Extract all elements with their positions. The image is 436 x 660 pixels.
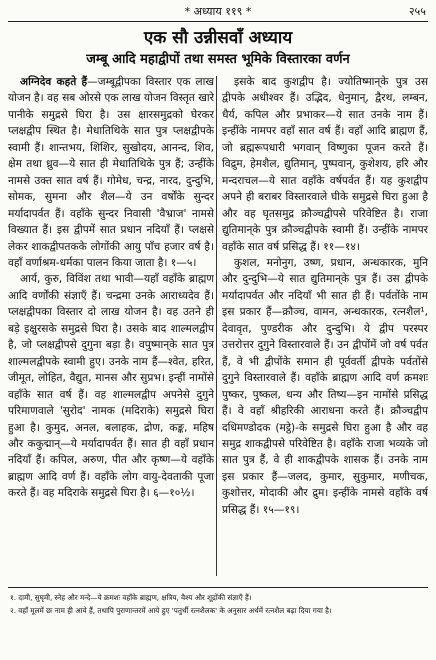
paragraph: इसके बाद कुशद्वीप है। ज्योतिष्मान्‌के पुत्र उस द्वीपके अधीश्वर हैं। उद्भिद, धेनुमान्, द्वैरथ, लम्बन, धैर्य, कपिल और प्रभाकर—ये सात उनके नाम हैं। इन्हींके नामपर वहाँ सात वर्ष हैं। वहाँ आदि ब्राह्मण हैं, जो ब्रह्मरूपधारी भगवान् विष्णुका पूजन करते हैं। विद्रुम, हेमशैल, द्युतिमान्, पुष्पवान्, कुशेशय, हरि और मन्दराचल—ये सात वहाँके वर्षपर्वत हैं। यह कुशद्वीप अपने ही बराबर विस्तारवाले घीके समुद्रसे घिरा हुआ है और वह घृतसमुद्र क्रौञ्चद्वीपसे परिवेष्टित है। राजा द्युतिमान्‌के पुत्र क्रौञ्चद्वीपके स्वामी हैं। उन्हींके नामपर वहाँके सात वर्ष प्रसिद्ध हैं। ११—१४। xyxy=(222,76,428,253)
paragraph xyxy=(8,74,214,271)
footnote: २. वहाँ मूलमें छः नाम ही आये हैं, तथापि पुराणान्तरमें आये हुए 'पतुर्थी रत्नशैलक' के अनुसार अर्थमें रत्नशैल बढ़ा दिया गया है। xyxy=(10,606,332,615)
left-column xyxy=(8,74,214,580)
footnote: १. दामी, सुघृमी, स्नेह और मन्दे—ये क्रमशः वहाँके ब्राह्मण, क्षत्रिय, वैश्य और शूद्रोंकी संज्ञाएँ हैं। xyxy=(10,593,252,602)
paragraph: कुशल, मनोनुग, उष्ण, प्रधान, अन्धकारक, मुनि और दुन्दुभि—ये सात द्युतिमान्‌के पुत्र हैं। उस द्वीपके मर्यादापर्वत और नदियाँ भी सात ही हैं। पर्वतोंके नाम इस प्रकार हैं—क्रौञ्च, वामन, अन्धकारक, रत्नशैल¹, देवावृत, पुण्डरीक और दुन्दुभि। ये द्वीप परस्पर उत्तरोत्तर दुगुने विस्तारवाले हैं। उन द्वीपोंमें जो वर्ष पर्वत हैं, वे भी द्वीपोंके समान ही पूर्ववर्ती द्वीपके पर्वतोंसे दुगुने विस्तारवाले हैं। वहाँके ब्राह्मण आदि वर्ण क्रमशः पुष्कर, पुष्कल, धन्य और तिष्य—इन नामोंसे प्रसिद्ध हैं। वे वहाँ श्रीहरिकी आराधना करते हैं। क्रौञ्चद्वीप दधिमण्डोदक (मट्ठे)-के समुद्रसे घिरा हुआ है और वह समुद्र शाकद्वीपसे परिवेष्टित है। वहाँके राजा भव्यके जो सात पुत्र हैं, वे ही शाकद्वीपके शासक हैं। उनके नाम इस प्रकार हैं—जलद, कुमार, सुकुमार, मणीचक, कुशोत्तर, मोदाकी और द्रुम। इन्हींके नामसे वहाँके वर्ष प्रसिद्ध हैं। १५—१९। xyxy=(222,256,428,516)
header-rule xyxy=(8,21,428,22)
speaker-heading: अग्निदेव कहते हैं xyxy=(20,76,88,88)
right-column xyxy=(222,74,428,580)
chapter-title: एक सौ उन्नीसवाँ अध्याय xyxy=(143,28,293,48)
footnote-rule xyxy=(8,587,428,588)
footnotes xyxy=(10,591,428,617)
page-header xyxy=(0,0,436,22)
paragraph-text: —जम्बूद्वीपका विस्तार एक लाख योजन है। वह सब ओरसे एक लाख योजन विस्तृत खारे पानीके समुद्रसे घिरा है। उस क्षारसमुद्रको घेरकर प्लक्षद्वीप स्थित है। मेधातिथिके सात पुत्र प्लक्षद्वीपके स्वामी हैं। शान्तभय, शिशिर, सुखोदय, आनन्द, शिव, क्षेम तथा ध्रुव—ये सात ही मेधातिथिके पुत्र हैं; उन्हींके नामसे उक्त सात वर्ष हैं। गोमेध, चन्द्र, नारद, दुन्दुभि, सोमक, सुमना और शैल—ये उन वर्षोंके सुन्दर मर्यादापर्वत हैं। वहाँके सुन्दर निवासी 'वैभ्राज' नामसे विख्यात हैं। इस द्वीपमें सात प्रधान नदियाँ हैं। प्लक्षसे लेकर शाकद्वीपतकके लोगोंकी आयु पाँच हजार वर्ष है। वहाँ वर्णाश्रम-धर्मका पालन किया जाता है। १—५। xyxy=(8,76,214,269)
paragraph: आर्य, कुरु, विविंश तथा भावी—यहाँ वहाँके ब्राह्मण आदि वर्णोंकी संज्ञाएँ हैं। चन्द्रमा उनके आराध्यदेव हैं। प्लक्षद्वीपका विस्तार दो लाख योजन है। वह उतने ही बड़े इक्षुरसके समुद्रसे घिरा है। उसके बाद शाल्मलद्वीप है, जो प्लक्षद्वीपसे दुगुना बड़ा है। वपुष्मान्‌के सात पुत्र शाल्मलद्वीपके स्वामी हुए। उनके नाम हैं—श्वेत, हरित, जीमूत, लोहित, वैद्युत, मानस और सुप्रभ। इन्हीं नामोंसे वहाँके सात वर्ष हैं। वह शाल्मलद्वीप अपनेसे दुगुने परिमाणवाले 'सुरोद' नामक (मदिराके) समुद्रसे घिरा हुआ है। कुमुद, अनल, बलाहक, द्रोण, कङ्क, महिष और ककुद्मान्—ये मर्यादापर्वत हैं। सात ही वहाँ प्रधान नदियाँ हैं। कपिल, अरुण, पीत और कृष्ण—ये वहाँके ब्राह्मण आदि वर्ण हैं। वहाँके लोग वायु-देवताकी पूजा करते हैं। वह मदिराके समुद्रसे घिरा है। ६—१०½। xyxy=(8,273,214,500)
running-head: * अध्याय ११९ * xyxy=(184,5,252,18)
chapter-subtitle: जम्बू आदि महाद्वीपों तथा समस्त भूमिके विस्तारका वर्णन xyxy=(86,52,350,67)
page-number: २५५ xyxy=(408,5,426,18)
column-divider xyxy=(216,76,217,576)
